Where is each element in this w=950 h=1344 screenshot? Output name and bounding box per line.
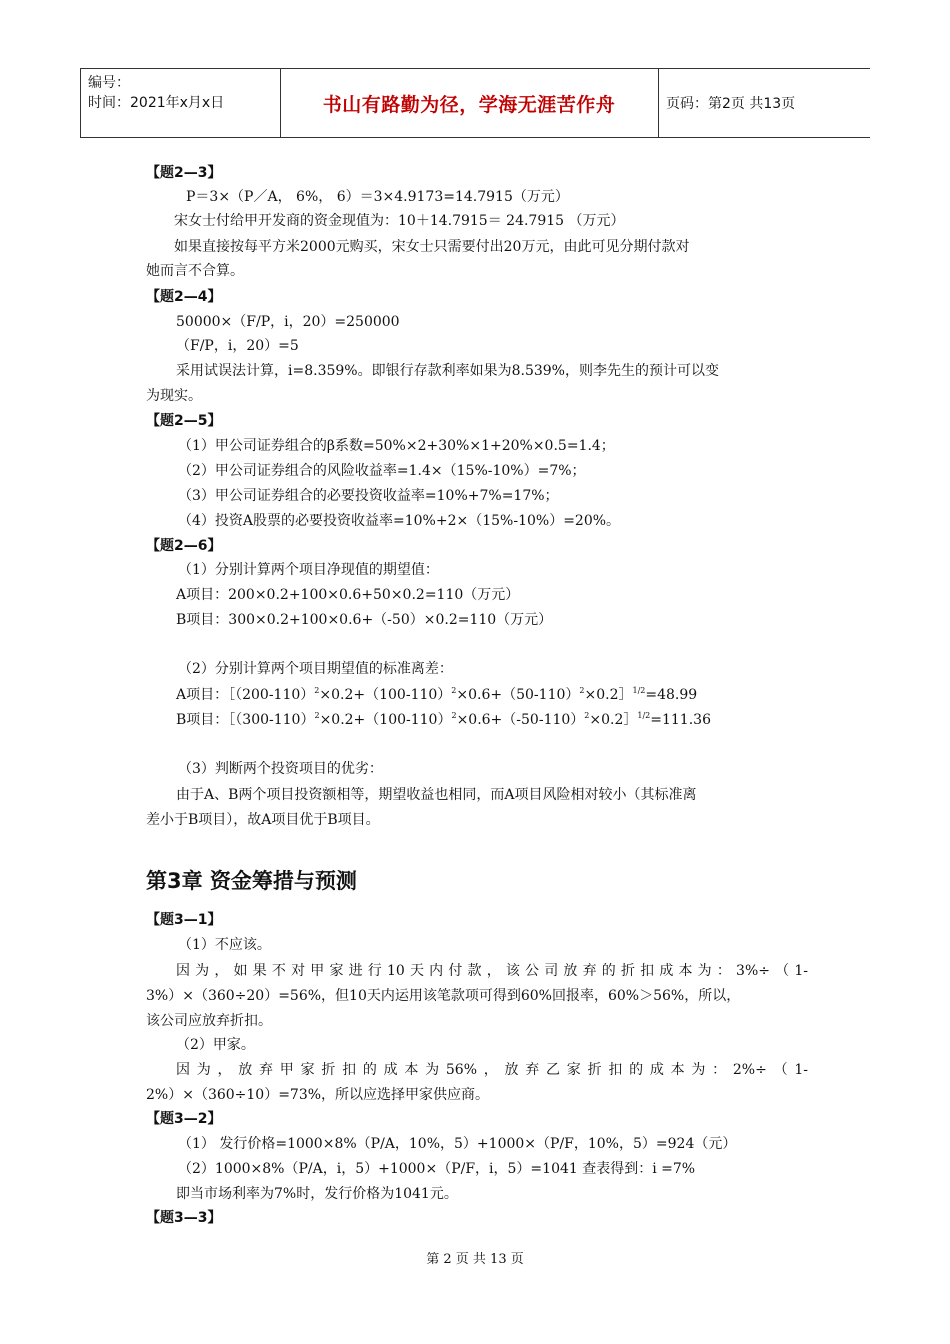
paragraph-line: （2）甲公司证券组合的风险收益率=1.4×（15%-10%）=7%； <box>178 463 586 479</box>
header-divider <box>658 69 659 137</box>
formula-part: ×0.2］ <box>584 687 633 703</box>
header-meta <box>88 73 224 113</box>
doc-number-label: 编号： <box>88 75 130 91</box>
paragraph-line: B项目：300×0.2+100×0.6+（-50）×0.2=110（万元） <box>176 612 553 628</box>
paragraph-line: （2）1000×8%（P/A，i，5）+1000×（P/F，i，5）=1041 查表得到：i =7% <box>178 1161 696 1177</box>
paragraph-line: （1）不应该。 <box>178 937 271 953</box>
question-heading: 【题2—4】 <box>146 289 222 305</box>
paragraph-line: 50000×（F/P，i，20）=250000 <box>176 314 400 330</box>
question-heading: 【题3—3】 <box>146 1210 222 1226</box>
question-heading: 【题2—5】 <box>146 413 222 429</box>
paragraph-line: P＝3×（P／A， 6%， 6）＝3×4.9173=14.7915（万元） <box>186 189 569 205</box>
paragraph-line: 为现实。 <box>146 388 202 404</box>
paragraph-line: 采用试误法计算，i=8.359%。即银行存款利率如果为8.539%，则李先生的预计可以变 <box>176 363 719 379</box>
exponent: 1/2 <box>632 686 646 695</box>
paragraph-line: （1） 发行价格=1000×8%（P/A，10%，5）+1000×（P/F，10%，5）=924（元） <box>178 1136 737 1152</box>
formula-part: ×0.6+（50-110） <box>456 687 580 703</box>
paragraph-line: 如果直接按每平方米2000元购买，宋女士只需要付出20万元，由此可见分期付款对 <box>174 239 690 255</box>
page-header <box>80 68 870 138</box>
exponent: 2 <box>451 711 457 720</box>
exponent: 2 <box>584 711 590 720</box>
formula-line <box>176 686 697 704</box>
paragraph-line: （3）甲公司证券组合的必要投资收益率=10%+7%=17%； <box>178 488 559 504</box>
question-heading: 【题3—1】 <box>146 912 222 928</box>
exponent: 2 <box>314 686 320 695</box>
formula-part: A项目：［（200-110） <box>176 687 315 703</box>
question-heading: 【题3—2】 <box>146 1111 222 1127</box>
paragraph-line: 由于A、B两个项目投资额相等，期望收益也相同，而A项目风险相对较小（其标准离 <box>176 787 697 803</box>
paragraph-line: （2）分别计算两个项目期望值的标准离差： <box>178 661 453 677</box>
formula-part: =48.99 <box>645 687 698 703</box>
paragraph-line: 她而言不合算。 <box>146 263 244 279</box>
exponent: 1/2 <box>637 711 651 720</box>
paragraph-line <box>176 1061 808 1079</box>
header-border-left <box>80 69 81 137</box>
paragraph-line: （1）甲公司证券组合的β系数=50%×2+30%×1+20%×0.5=1.4； <box>178 438 615 454</box>
question-heading: 【题2—3】 <box>146 165 222 181</box>
paragraph-line: （2）甲家。 <box>176 1037 255 1053</box>
formula-line <box>176 711 711 729</box>
paragraph-line: （F/P，i，20）=5 <box>176 338 299 354</box>
formula-part: ×0.2+（100-110） <box>319 712 452 728</box>
formula-part: =111.36 <box>650 712 711 728</box>
header-page-info: 页码：第2页 共13页 <box>666 96 796 112</box>
paragraph-line: A项目：200×0.2+100×0.6+50×0.2=110（万元） <box>176 587 520 603</box>
formula-part: B项目：［（300-110） <box>176 712 315 728</box>
paragraph-line: 2%）×（360÷10）=73%，所以应选择甲家供应商。 <box>146 1087 490 1103</box>
paragraph-line: 宋女士付给甲开发商的资金现值为：10＋14.7915＝ 24.7915 （万元） <box>174 213 625 229</box>
formula-part: ×0.6+（-50-110） <box>456 712 585 728</box>
header-motto: 书山有路勤为径，学海无涯苦作舟 <box>322 93 616 116</box>
paragraph-line: 该公司应放弃折扣。 <box>146 1013 272 1029</box>
exponent: 2 <box>579 686 585 695</box>
paragraph-line: 3%）×（360÷20）=56%，但10天内运用该笔款项可得到60%回报率，60%＞56%，所以， <box>146 988 741 1004</box>
exponent: 2 <box>314 711 320 720</box>
chapter-title: 第3章 资金筹措与预测 <box>146 869 357 893</box>
paragraph-line: （1）分别计算两个项目净现值的期望值： <box>178 562 439 578</box>
question-heading: 【题2—6】 <box>146 538 222 554</box>
doc-date: 时间：2021年x月x日 <box>88 95 225 111</box>
formula-part: ×0.2］ <box>589 712 638 728</box>
justified-text: 因为，放弃甲家折扣的成本为56%，放弃乙家折扣的成本为：2%÷（1- <box>176 1062 808 1078</box>
paragraph-line: 即当市场利率为7%时，发行价格为1041元。 <box>176 1186 458 1202</box>
paragraph-line: 差小于B项目），故A项目优于B项目。 <box>146 812 380 828</box>
exponent: 2 <box>451 686 457 695</box>
paragraph-line: （3）判断两个投资项目的优劣： <box>178 761 383 777</box>
justified-text: 因为，如果不对甲家进行10天内付款，该公司放弃的折扣成本为：3%÷（1- <box>176 963 808 979</box>
page-footer: 第 2 页 共 13 页 <box>426 1252 524 1267</box>
paragraph-line <box>176 962 808 980</box>
formula-part: ×0.2+（100-110） <box>319 687 452 703</box>
paragraph-line: （4）投资A股票的必要投资收益率=10%+2×（15%-10%）=20%。 <box>178 513 621 529</box>
